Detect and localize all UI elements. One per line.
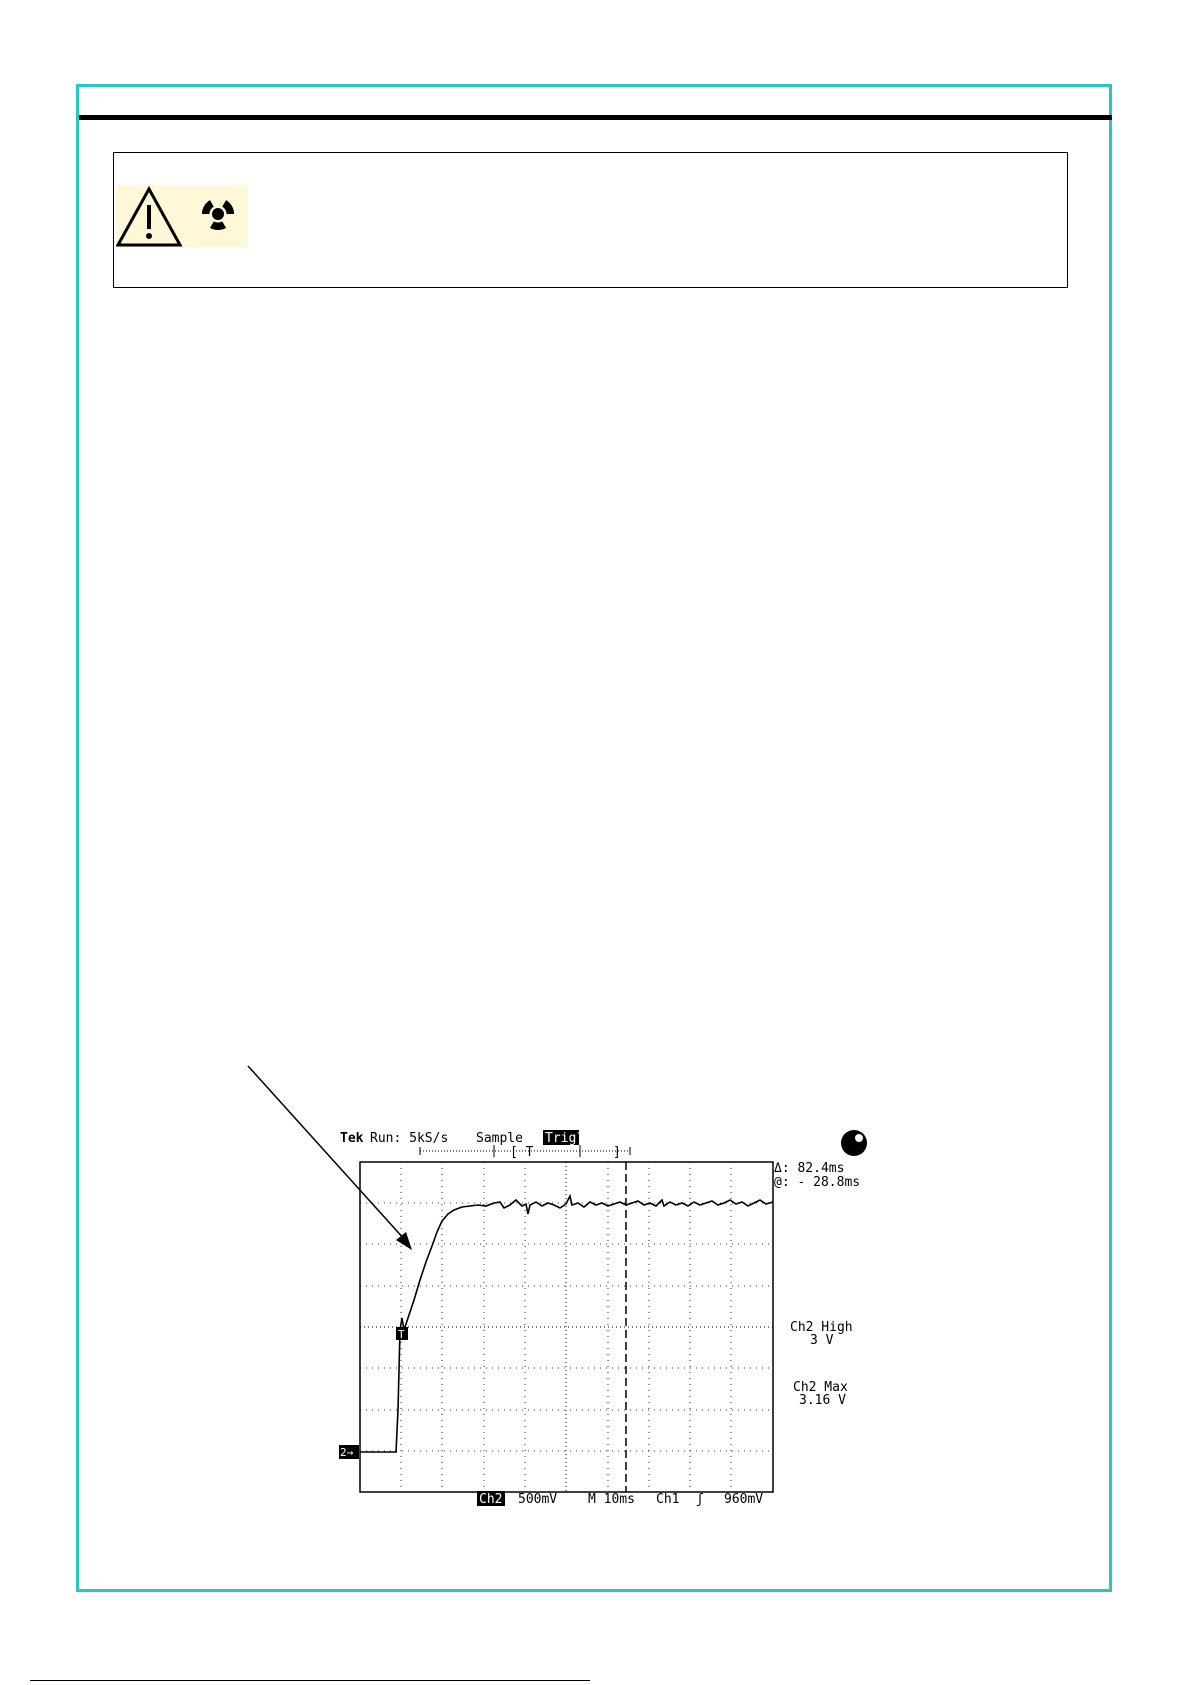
record-position-bar (420, 1145, 630, 1160)
bottom-time-div: M 10ms (588, 1492, 635, 1507)
scope-center-axes (360, 1162, 773, 1492)
bottom-trigger-level: 960mV (724, 1492, 764, 1507)
cursor-position-readout: @: - 28.8ms (774, 1175, 861, 1190)
bottom-volts-div: 500mV (518, 1492, 558, 1507)
ch2-max-label: Ch2 Max (793, 1380, 848, 1395)
ch2-ground-marker: 2→ (340, 1446, 354, 1459)
scope-acq-mode: Sample (476, 1131, 523, 1146)
bottom-trigger-slope: ʃ (696, 1492, 704, 1507)
trigger-marker: T (398, 1328, 405, 1341)
scope-brand: Tek (340, 1131, 364, 1146)
cursor-delta-readout: Δ: 82.4ms (774, 1161, 845, 1176)
svg-text:[ T: [ T (510, 1145, 534, 1160)
pointer-arrow (248, 1066, 412, 1250)
ch2-max-value: 3.16 V (799, 1393, 846, 1408)
ch2-high-label: Ch2 High (790, 1320, 853, 1335)
scope-run-status: Run: 5kS/s (370, 1131, 449, 1146)
ch2-high-value: 3 V (810, 1333, 834, 1348)
run-indicator-icon (841, 1130, 867, 1156)
bottom-channel: Ch2 (479, 1492, 503, 1507)
bottom-trigger-source: Ch1 (656, 1492, 680, 1507)
footer-rule (30, 1680, 590, 1681)
svg-text:]: ] (613, 1145, 621, 1160)
trig-badge: Trig? (545, 1131, 585, 1146)
